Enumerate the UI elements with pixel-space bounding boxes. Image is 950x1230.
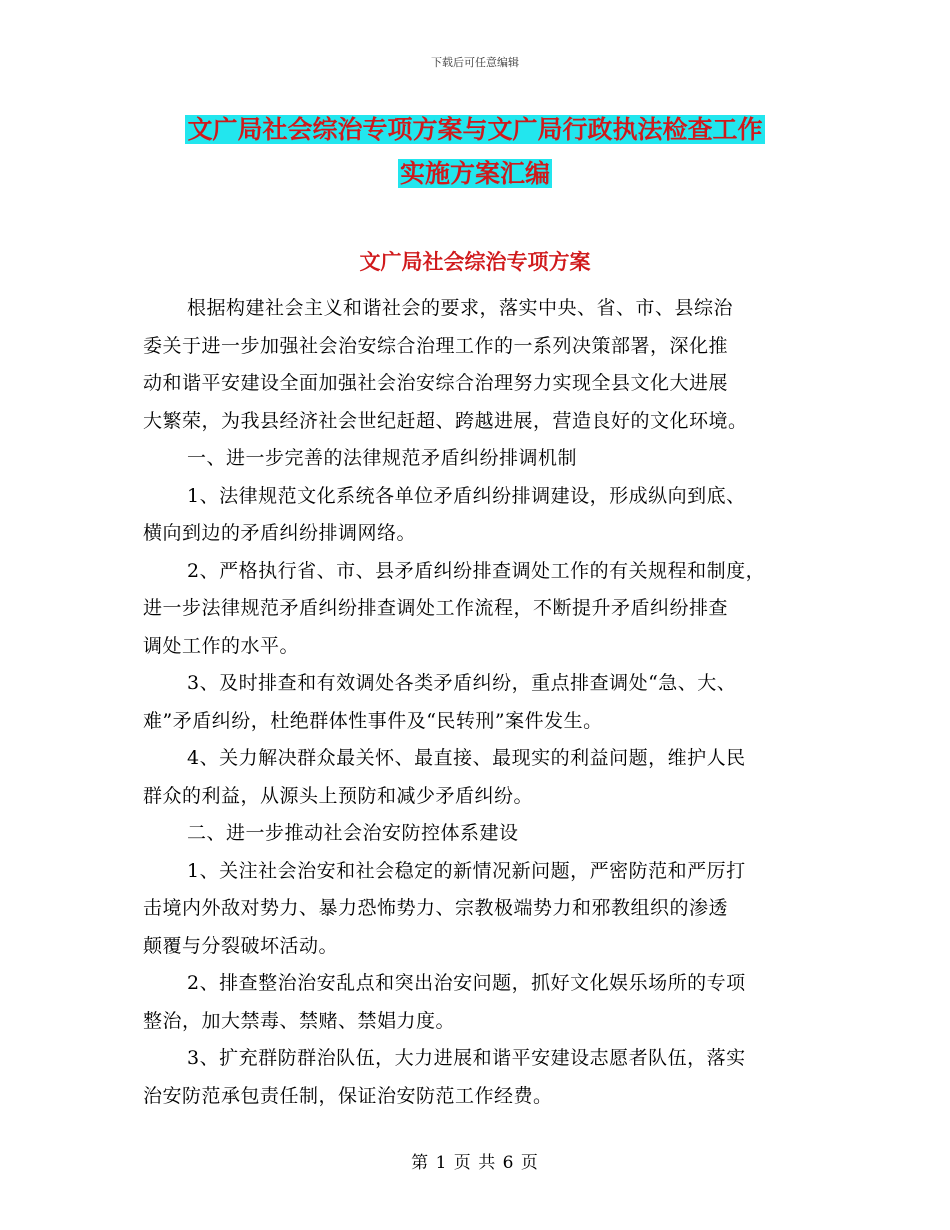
main-title-line-1 [0, 108, 950, 152]
page-footer: 第 1 页 共 6 页 [411, 1153, 539, 1173]
document-body [143, 290, 823, 1115]
paragraph-line: 大繁荣，为我县经济社会世纪赶超、跨越进展，营造良好的文化环境。 [143, 409, 748, 432]
section-title: 文广局社会综治专项方案 [359, 249, 591, 274]
paragraph-line: 群众的利益，从源头上预防和减少矛盾纠纷。 [143, 784, 534, 807]
paragraph-line: 1、关注社会治安和社会稳定的新情况新问题，严密防范和严厉打 [187, 859, 746, 882]
paragraph [143, 1040, 823, 1115]
paragraph-line: 治安防范承包责任制，保证治安防范工作经费。 [143, 1084, 553, 1107]
paragraph-line: 二、进一步推动社会治安防控体系建设 [187, 822, 519, 844]
paragraph-line: 一、进一步完善的法律规范矛盾纠纷排调机制 [187, 447, 578, 469]
paragraph-line: 3、及时排查和有效调处各类矛盾纠纷，重点排查调处“急、大、 [187, 672, 737, 694]
paragraph [143, 740, 823, 815]
main-title-line-2 [0, 152, 950, 196]
paragraph [143, 853, 823, 966]
paragraph [143, 665, 823, 740]
paragraph-line: 4、关力解决群众最关怀、最直接、最现实的利益问题，维护人民 [187, 747, 746, 769]
paragraph [143, 440, 823, 478]
paragraph [143, 965, 823, 1040]
paragraph-line: 2、排查整治治安乱点和突出治安问题，抓好文化娱乐场所的专项 [187, 972, 746, 994]
paragraph-line: 难”矛盾纠纷，杜绝群体性事件及“民转刑”案件发生。 [143, 709, 603, 732]
paragraph-line: 委关于进一步加强社会治安综合治理工作的一系列决策部署，深化推 [143, 334, 729, 357]
paragraph-line: 调处工作的水平。 [143, 634, 300, 657]
paragraph [143, 553, 823, 666]
paragraph-line: 根据构建社会主义和谐社会的要求，落实中央、省、市、县综治 [187, 297, 734, 319]
paragraph-line: 3、扩充群防群治队伍，大力进展和谐平安建设志愿者队伍，落实 [187, 1047, 746, 1069]
paragraph-line: 进一步法律规范矛盾纠纷排查调处工作流程，不断提升矛盾纠纷排查 [143, 597, 729, 619]
paragraph-line: 横向到边的矛盾纠纷排调网络。 [143, 522, 417, 544]
paragraph [143, 478, 823, 553]
paragraph [143, 815, 823, 853]
paragraph [143, 290, 823, 440]
paragraph-line: 1、法律规范文化系统各单位矛盾纠纷排调建设，形成纵向到底、 [187, 484, 746, 507]
paragraph-line: 整治，加大禁毒、禁赌、禁娼力度。 [143, 1009, 456, 1032]
paragraph-line: 击境内外敌对势力、暴力恐怖势力、宗教极端势力和邪教组织的渗透 [143, 897, 729, 919]
main-title-line-1-text: 文广局社会综治专项方案与文广局行政执法检查工作 [187, 115, 763, 144]
main-title-line-2-text: 实施方案汇编 [399, 159, 550, 188]
paragraph-line: 颠覆与分裂破坏活动。 [143, 934, 339, 957]
paragraph-line: 2、严格执行省、市、县矛盾纠纷排查调处工作的有关规程和制度， [187, 559, 766, 582]
header-note: 下载后可任意编辑 [431, 56, 519, 69]
paragraph-line: 动和谐平安建设全面加强社会治安综合治理努力实现全县文化大进展 [143, 372, 729, 394]
